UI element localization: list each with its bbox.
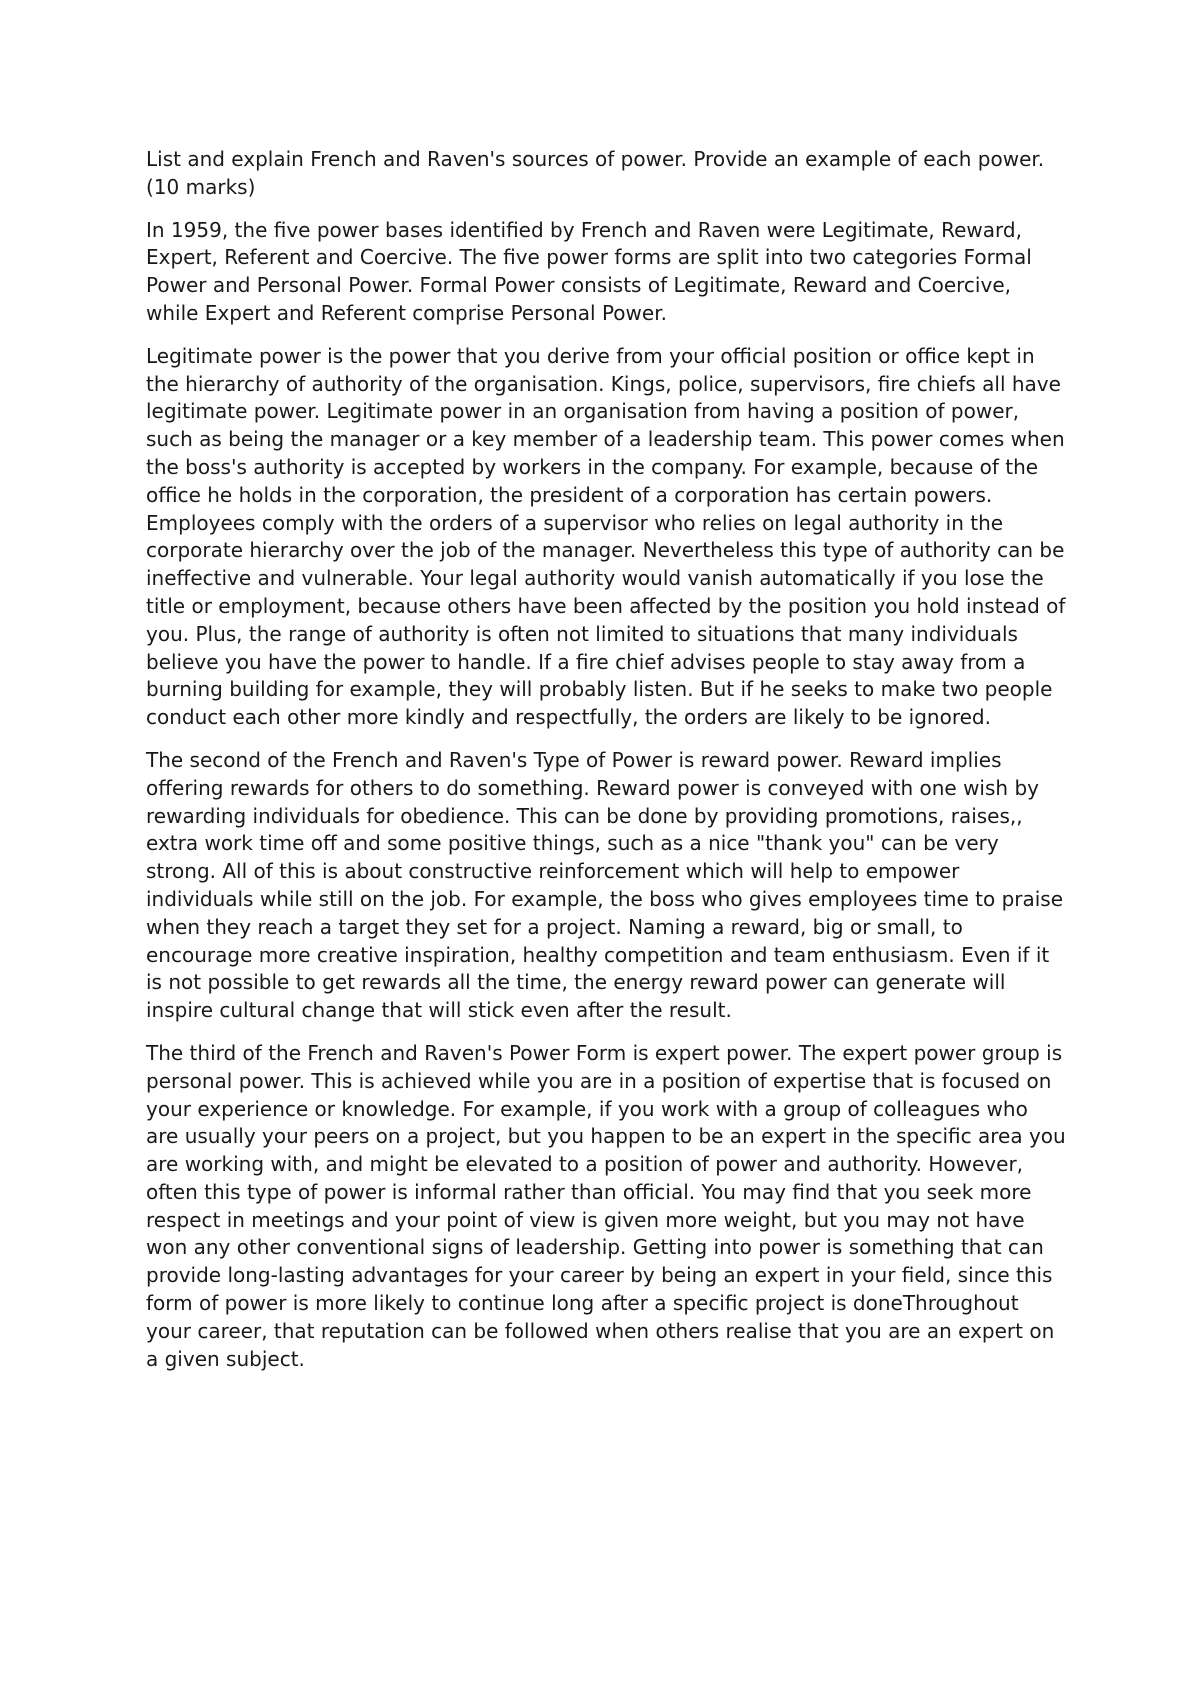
question-text: List and explain French and Raven's sources of power. Provide an example of each power. (10 marks) [146,147,1045,199]
paragraph-expert-power: The third of the French and Raven's Power Form is expert power. The expert power group is personal power. This is achieved while you are in a position of expertise that is focused on your experience or knowledge. For example, if you work with a group of colleagues who are usually your peers on a project, but you happen to be an expert in the specific area you are working with, and might be elevated to a position of power and authority. However, often this type of power is informal rather than official. You may find that you seek more respect in meetings and your point of view is given more weight, but you may not have won any other conventional signs of leadership. Getting into power is something that can provide long-lasting advantages for your career by being an expert in your field, since this form of power is more likely to continue long after a specific project is doneThroughout your career, that reputation can be followed when others realise that you are an expert on a given subject. [146,1040,1066,1371]
document-body [146,146,1066,1388]
paragraph-legitimate-power: Legitimate power is the power that you derive from your official position or office kept in the hierarchy of authority of the organisation. Kings, police, supervisors, fire chiefs all have legitimate power. Legitimate power in an organisation from having a position of power, such as being the manager or a key member of a leadership team. This power comes when the boss's authority is accepted by workers in the company. For example, because of the office he holds in the corporation, the president of a corporation has certain powers. Employees comply with the orders of a supervisor who relies on legal authority in the corporate hierarchy over the job of the manager. Nevertheless this type of authority can be ineffective and vulnerable. Your legal authority would vanish automatically if you lose the title or employment, because others have been affected by the position you hold instead of you. Plus, the range of authority is often not limited to situations that many individuals believe you have the power to handle. If a fire chief advises people to stay away from a burning building for example, they will probably listen. But if he seeks to make two people conduct each other more kindly and respectfully, the orders are likely to be ignored. [146,343,1066,730]
paragraph-reward-power: The second of the French and Raven's Type of Power is reward power. Reward implies offering rewards for others to do something. Reward power is conveyed with one wish by rewarding individuals for obedience. This can be done by providing promotions, raises,, extra work time off and some positive things, such as a nice "thank you" can be very strong. All of this is about constructive reinforcement which will help to empower individuals while still on the job. For example, the boss who gives employees time to praise when they reach a target they set for a project. Naming a reward, big or small, to encourage more creative inspiration, healthy competition and team enthusiasm. Even if it is not possible to get rewards all the time, the energy reward power can generate will inspire cultural change that will stick even after the result. [146,747,1064,1023]
paragraph-intro: In 1959, the five power bases identified by French and Raven were Legitimate, Reward, Expert, Referent and Coercive. The five power forms are split into two categories Formal Power and Personal Power. Formal Power consists of Legitimate, Reward and Coercive, while Expert and Referent comprise Personal Power. [146,217,1032,325]
